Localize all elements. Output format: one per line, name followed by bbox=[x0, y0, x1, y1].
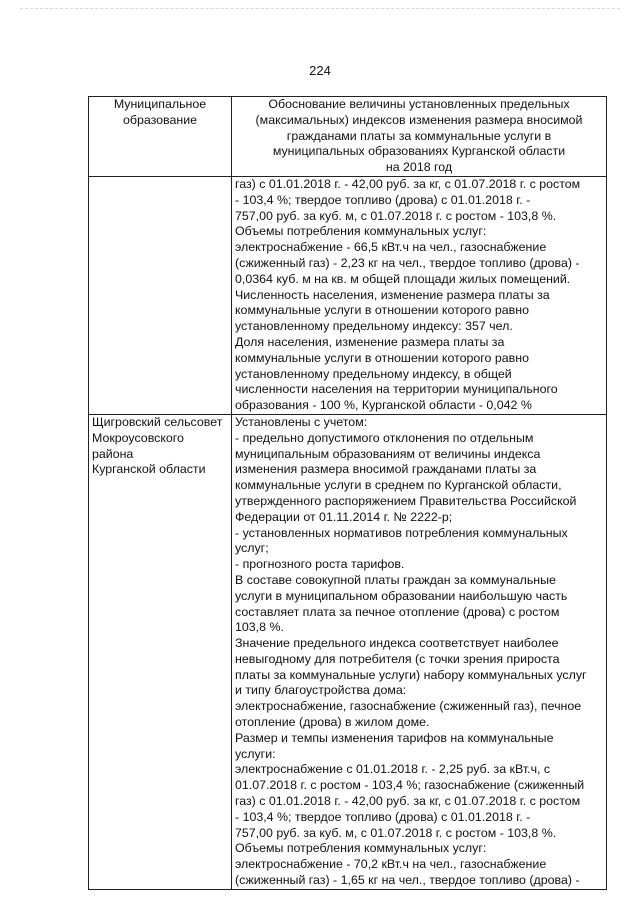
municipality-line: Щигровский сельсовет bbox=[92, 414, 223, 429]
text-line: Доля населения, изменение размера платы за bbox=[235, 334, 505, 349]
text-line: платы за коммунальные услуги) набору коммунальных услуг bbox=[235, 667, 587, 682]
text-line: и типу благоустройства дома: bbox=[235, 683, 407, 698]
municipality-line: района bbox=[92, 446, 134, 461]
text-line: утвержденного распоряжением Правительства Российской bbox=[235, 493, 577, 508]
text-line: - 103,4 %; твердое топливо (дрова) с 01.01.2018 г. - bbox=[235, 809, 531, 824]
justification-table bbox=[88, 96, 607, 890]
text-line: невыгодному для потребителя (с точки зрения прироста bbox=[235, 651, 560, 666]
text-line: электроснабжение, газоснабжение (сжиженный газ), печное bbox=[235, 699, 582, 714]
table-header-row bbox=[89, 97, 607, 177]
text-line: Значение предельного индекса соответствует наиболее bbox=[235, 636, 559, 651]
text-line: В составе совокупной платы граждан за коммунальные bbox=[235, 572, 556, 587]
municipality-line: Мокроусовского bbox=[92, 430, 184, 445]
text-line: образования - 100 %, Курганской области - 0,042 % bbox=[235, 398, 532, 413]
justification-cell bbox=[232, 414, 607, 889]
text-line: 103,8 %. bbox=[235, 620, 284, 635]
text-line: Объемы потребления коммунальных услуг: bbox=[235, 841, 487, 856]
text-line: - 103,4 %; твердое топливо (дрова) с 01.01.2018 г. - bbox=[235, 192, 531, 207]
text-line: электроснабжение - 70,2 кВт.ч на чел., газоснабжение bbox=[235, 857, 547, 872]
text-line: составляет плата за печное отопление (дрова) с ростом bbox=[235, 604, 560, 619]
table-row bbox=[89, 176, 607, 414]
table-row bbox=[89, 414, 607, 889]
municipality-cell bbox=[89, 176, 232, 414]
text-line: Установлены с учетом: bbox=[235, 414, 368, 429]
text-line: муниципальным образованиям от величины индекса bbox=[235, 446, 541, 461]
text-line: установленному предельному индексу: 357 чел. bbox=[235, 319, 513, 334]
header-line: (максимальных) индексов изменения размера вносимой bbox=[255, 112, 583, 127]
text-line: Федерации от 01.11.2014 г. № 2222-р; bbox=[235, 509, 453, 524]
text-line: 0,0364 куб. м на кв. м общей площади жилых помещений. bbox=[235, 271, 571, 286]
scan-artifact-line bbox=[20, 8, 620, 10]
header-line: образование bbox=[122, 112, 198, 127]
text-line: (сжиженный газ) - 2,23 кг на чел., твердое топливо (дрова) - bbox=[235, 255, 580, 270]
header-line: Муниципальное bbox=[113, 97, 207, 111]
justification-cell bbox=[232, 176, 607, 414]
text-line: услуги в муниципальном образовании наибольшую часть bbox=[235, 588, 568, 603]
text-line: электроснабжение - 66,5 кВт.ч на чел., газоснабжение bbox=[235, 240, 547, 255]
header-line: гражданами платы за коммунальные услуги в bbox=[286, 128, 552, 143]
text-line: 01.07.2018 г. с ростом - 103,4 %; газоснабжение (сжиженный bbox=[235, 778, 585, 793]
text-line: услуг; bbox=[235, 541, 269, 556]
municipality-cell bbox=[89, 414, 232, 889]
text-line: - установленных нормативов потребления коммунальных bbox=[235, 525, 568, 540]
municipality-line: Курганской области bbox=[92, 462, 206, 477]
page-number: 224 bbox=[309, 63, 331, 78]
text-line: услуги: bbox=[235, 746, 276, 761]
text-line: установленному предельному индексу, в общей bbox=[235, 366, 512, 381]
header-justification bbox=[232, 97, 607, 177]
header-municipality bbox=[89, 97, 232, 177]
text-line: - прогнозного роста тарифов. bbox=[235, 557, 405, 572]
header-line: Обоснование величины установленных предельных bbox=[268, 97, 570, 111]
text-line: электроснабжение с 01.01.2018 г. - 2,25 руб. за кВт.ч, с bbox=[235, 762, 551, 777]
text-line: Размер и темпы изменения тарифов на коммунальные bbox=[235, 730, 554, 745]
text-line: газ) с 01.01.2018 г. - 42,00 руб. за кг, с 01.07.2018 г. с ростом bbox=[235, 176, 581, 191]
text-line: Численность населения, изменение размера платы за bbox=[235, 287, 550, 302]
text-line: отопление (дрова) в жилом доме. bbox=[235, 715, 430, 730]
text-line: численности населения на территории муниципального bbox=[235, 382, 558, 397]
text-line: газ) с 01.01.2018 г. - 42,00 руб. за кг, с 01.07.2018 г. с ростом bbox=[235, 794, 581, 809]
header-line: муниципальных образованиях Курганской области bbox=[272, 144, 566, 159]
text-line: коммунальные услуги в среднем по Курганской области, bbox=[235, 478, 562, 493]
text-line: Объемы потребления коммунальных услуг: bbox=[235, 224, 487, 239]
text-line: - предельно допустимого отклонения по отдельным bbox=[235, 430, 534, 445]
text-line: (сжиженный газ) - 1,65 кг на чел., твердое топливо (дрова) - bbox=[235, 873, 580, 888]
text-line: коммунальные услуги в отношении которого равно bbox=[235, 303, 529, 318]
header-line: на 2018 год bbox=[385, 160, 453, 175]
text-line: изменения размера вносимой гражданами платы за bbox=[235, 462, 537, 477]
text-line: коммунальные услуги в отношении которого равно bbox=[235, 350, 529, 365]
text-line: 757,00 руб. за куб. м, с 01.07.2018 г. с ростом - 103,8 %. bbox=[235, 208, 557, 223]
text-line: 757,00 руб. за куб. м, с 01.07.2018 г. с ростом - 103,8 %. bbox=[235, 825, 557, 840]
